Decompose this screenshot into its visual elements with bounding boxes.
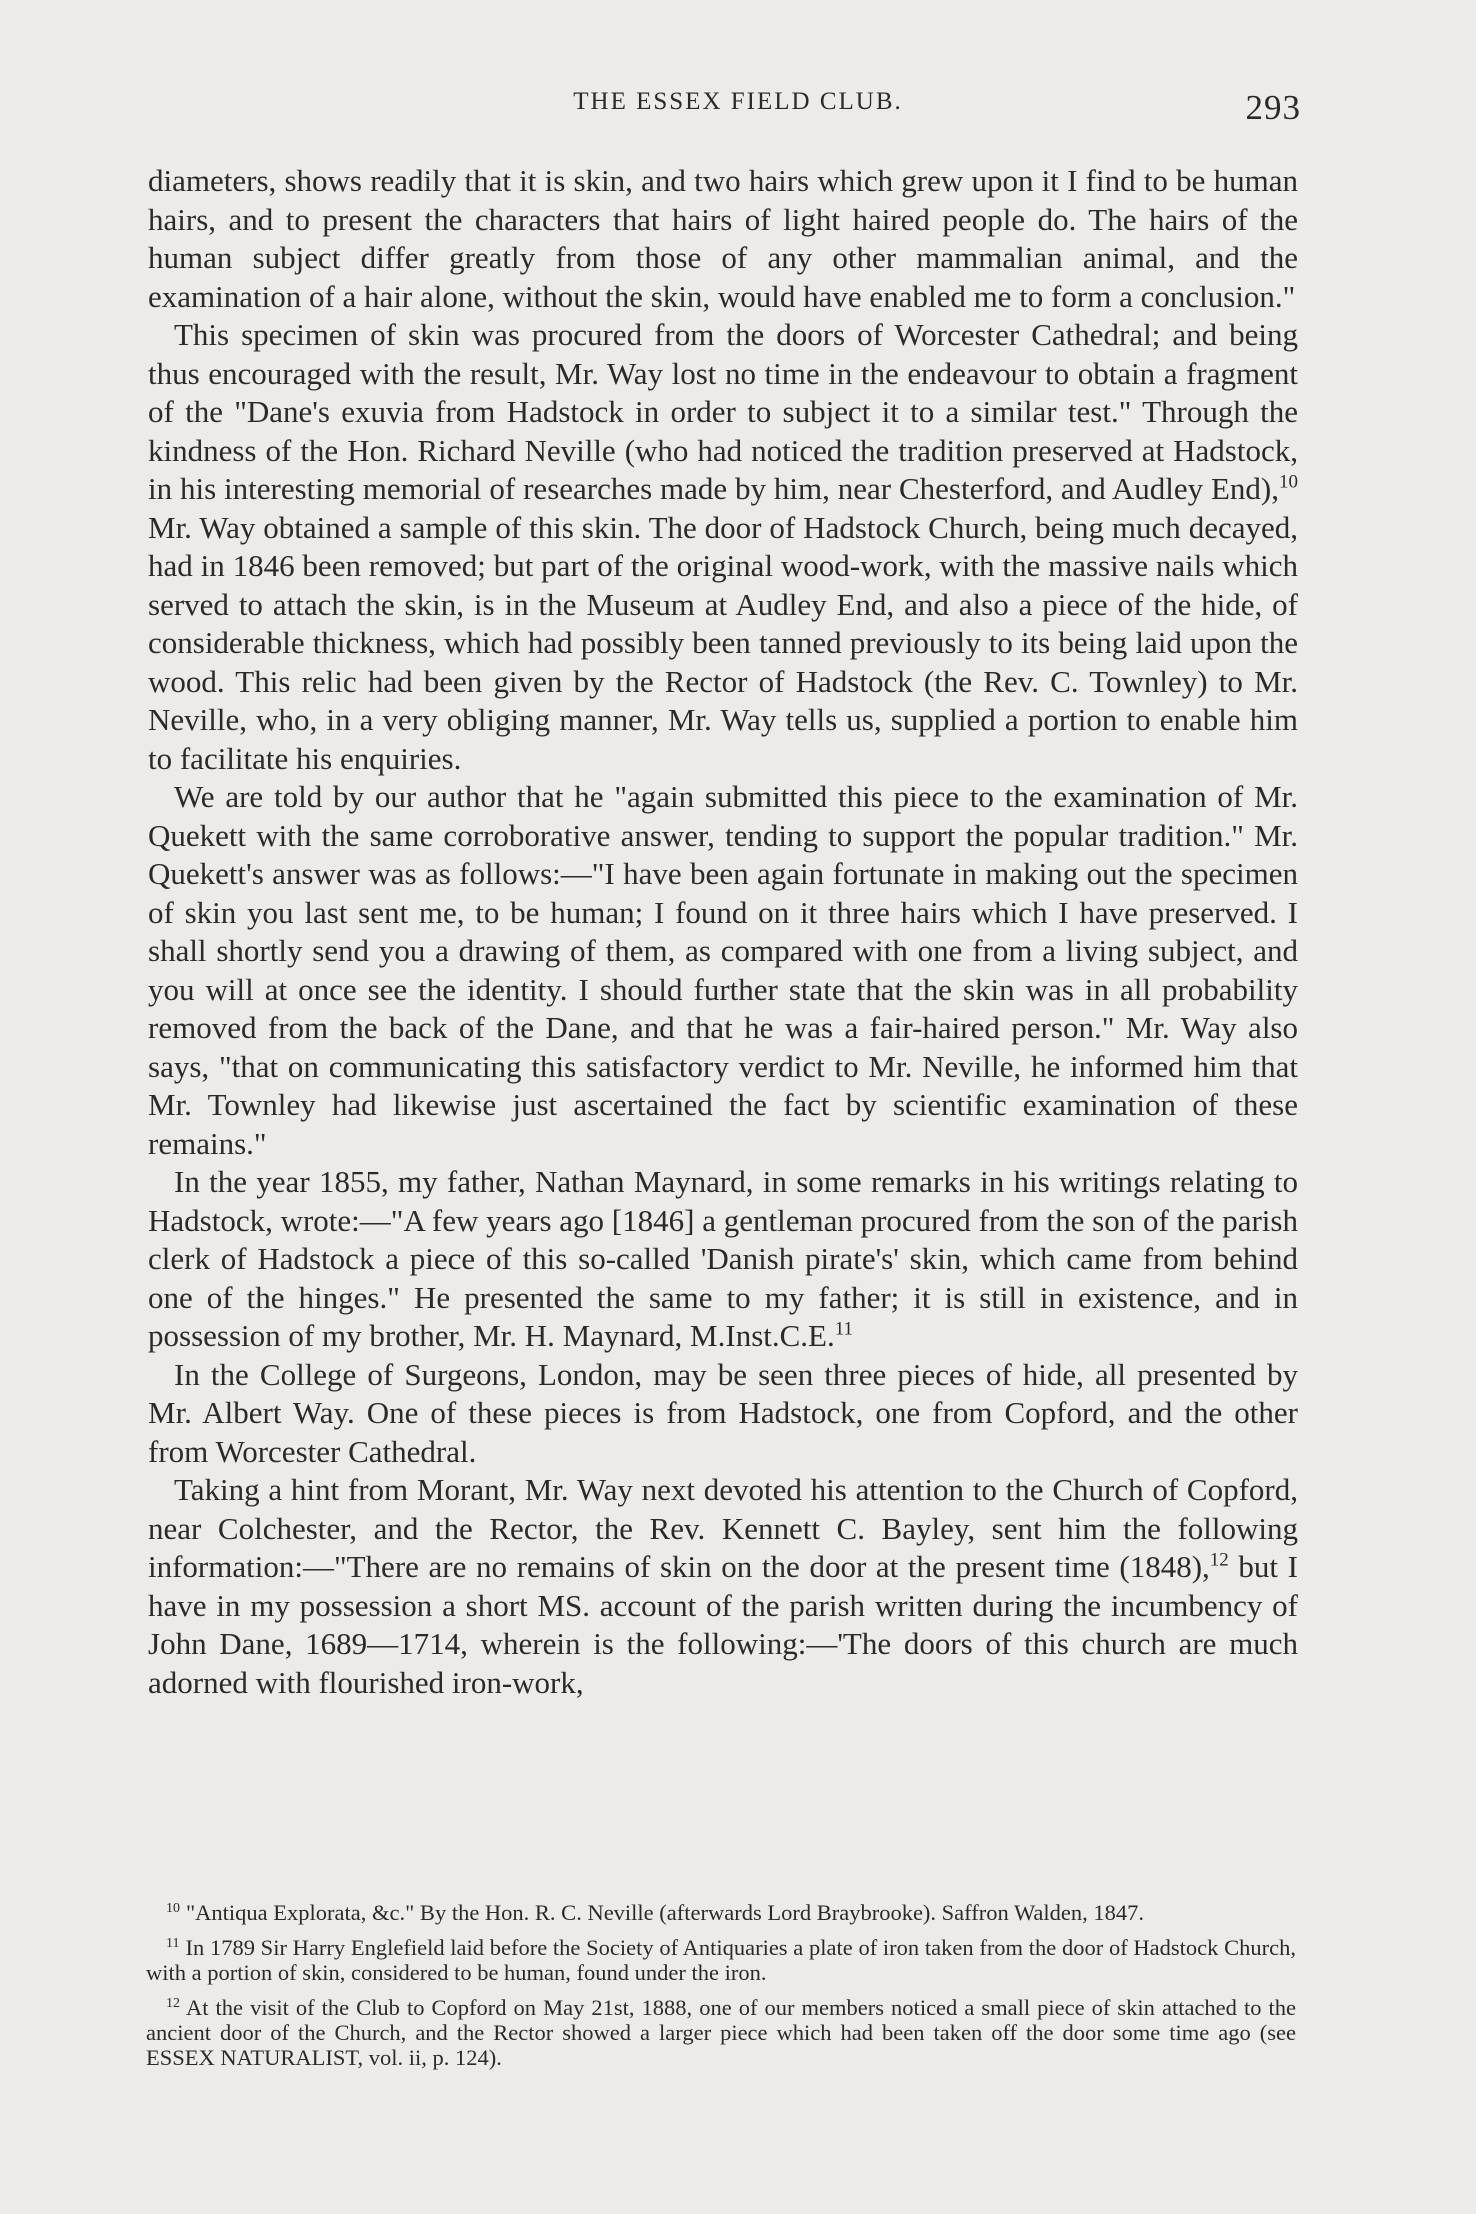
paragraph-text: but I have in my possession a short MS. account of the parish written during the incumbency of John Dane, 1689—1714, wherein is the following:—'The doors of this church are much adorned with flourished iron-work, — [148, 1549, 1298, 1700]
footnote — [146, 1995, 1296, 2070]
page-number: 293 — [1245, 88, 1301, 127]
footnote-text: At the visit of the Club to Copford on May 21st, 1888, one of our members noticed a small piece of skin attached to the ancient door of the Church, and the Rector showed a larger piece which had been taken off the door some time ago (see ESSEX NATURALIST, vol. ii, p. 124). — [146, 1995, 1296, 2070]
paragraph — [148, 316, 1298, 778]
paragraph-text: Mr. Way obtained a sample of this skin. The door of Hadstock Church, being much decayed, had in 1846 been removed; but part of the original wood-work, with the massive nails which served to attach the skin, is in the Museum at Audley End, and also a piece of the hide, of considerable thickness, which had possibly been tanned previously to its being laid upon the wood. This relic had been given by the Rector of Hadstock (the Rev. C. Townley) to Mr. Neville, who, in a very obliging manner, Mr. Way tells us, supplied a portion to enable him to facilitate his enquiries. — [148, 509, 1298, 776]
body-text — [148, 162, 1298, 1702]
footnote-reference: 10 — [1279, 471, 1298, 493]
paragraph — [148, 1356, 1298, 1472]
footnote-marker: 10 — [166, 1900, 180, 1916]
paragraph-text: diameters, shows readily that it is skin, and two hairs which grew upon it I find to be human hairs, and to present the characters that hairs of light haired people do. The hairs of the human subject differ greatly from those of any other mammalian animal, and the examination of a hair alone, without the skin, would have enabled me to form a conclusion." — [148, 163, 1298, 314]
paragraph-text: In the College of Surgeons, London, may be seen three pieces of hide, all presented by Mr. Albert Way. One of these pieces is from Hadstock, one from Copford, and the other from Worcester Cathedral. — [148, 1356, 1298, 1469]
footnote-reference: 12 — [1209, 1549, 1229, 1571]
running-header — [0, 88, 1476, 128]
paragraph — [148, 778, 1298, 1163]
paragraph-text: We are told by our author that he "again submitted this piece to the examination of Mr. Quekett with the same corroborative answer, tending to support the popular tradition." Mr. Quekett's answer was as follows:—"I have been again fortunate in making out the specimen of skin you last sent me, to be human; I found on it three hairs which I have preserved. I shall shortly send you a drawing of them, as compared with one from a living subject, and you will at once see the identity. I should further state that the skin was in all probability removed from the back of the Dane, and that he was a fair-haired person." Mr. Way also says, "that on communicating this satisfactory verdict to Mr. Neville, he informed him that Mr. Townley had likewise just ascertained the fact by scientific examination of these remains." — [148, 779, 1298, 1161]
paragraph-text: Taking a hint from Morant, Mr. Way next devoted his attention to the Church of Copford, near Colchester, and the Rector, the Rev. Kennett C. Bayley, sent him the following information:—"There are no remains of skin on the door at the present time (1848), — [148, 1472, 1298, 1584]
footnote-marker: 11 — [166, 1935, 180, 1951]
footnote-text: "Antiqua Explorata, &c." By the Hon. R. C. Neville (afterwards Lord Braybrooke). Saffron Walden, 1847. — [186, 1900, 1144, 1925]
paragraph — [148, 1163, 1298, 1356]
running-title: THE ESSEX FIELD CLUB. — [573, 88, 903, 115]
footnote — [146, 1935, 1296, 1985]
paragraph — [148, 1471, 1298, 1702]
footnote-text: In 1789 Sir Harry Englefield laid before the Society of Antiquaries a plate of iron taken from the door of Hadstock Church, with a portion of skin, considered to be human, found under the iron. — [146, 1935, 1296, 1985]
paragraph — [148, 162, 1298, 316]
footnote-reference: 11 — [834, 1318, 854, 1340]
paragraph-text: In the year 1855, my father, Nathan Maynard, in some remarks in his writings relating to Hadstock, wrote:—"A few years ago [1846] a gentleman procured from the son of the parish clerk of Hadstock a piece of this so-called 'Danish pirate's' skin, which came from behind one of the hinges." He presented the same to my father; it is still in existence, and in possession of my brother, Mr. H. Maynard, M.Inst.C.E. — [148, 1164, 1298, 1353]
footnote-marker: 12 — [166, 1995, 180, 2011]
paragraph-text: This specimen of skin was procured from the doors of Worcester Cathedral; and being thus encouraged with the result, Mr. Way lost no time in the endeavour to obtain a fragment of the "Dane's exuvia from Hadstock in order to subject it to a similar test." Through the kindness of the Hon. Richard Neville (who had noticed the tradition preserved at Hadstock, in his interesting memorial of researches made by him, near Chesterford, and Audley End), — [148, 317, 1298, 506]
footnotes — [146, 1900, 1296, 2080]
footnote — [146, 1900, 1296, 1925]
